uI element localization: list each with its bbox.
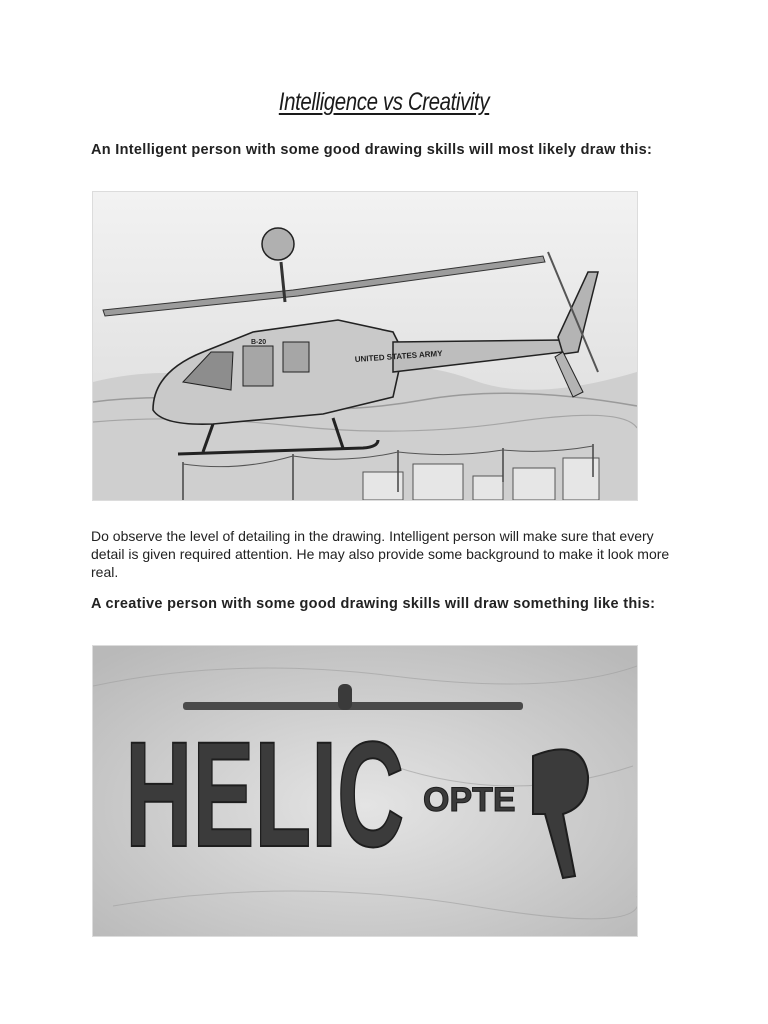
- opte-lettering: OPTE: [423, 781, 516, 819]
- army-text: UNITED STATES ARMY: [354, 348, 443, 364]
- tail-number: B-20: [251, 339, 267, 346]
- document-title: [69, 88, 699, 117]
- document-title-text: Intelligence vs Creativity: [278, 88, 490, 116]
- intro-heading: An Intelligent person with some good drawing skills will most likely draw this:: [91, 142, 653, 158]
- creative-helicopter-drawing: [92, 645, 638, 937]
- helic-lettering: HELIC: [125, 711, 405, 879]
- detailed-helicopter-drawing: [92, 191, 638, 501]
- detail-paragraph: Do observe the level of detailing in the drawing. Intelligent person will make sure that every detail is given required attention. He may also provide some background to make it look more real.: [91, 528, 670, 580]
- creative-heading: A creative person with some good drawing skills will draw something like this:: [91, 596, 656, 612]
